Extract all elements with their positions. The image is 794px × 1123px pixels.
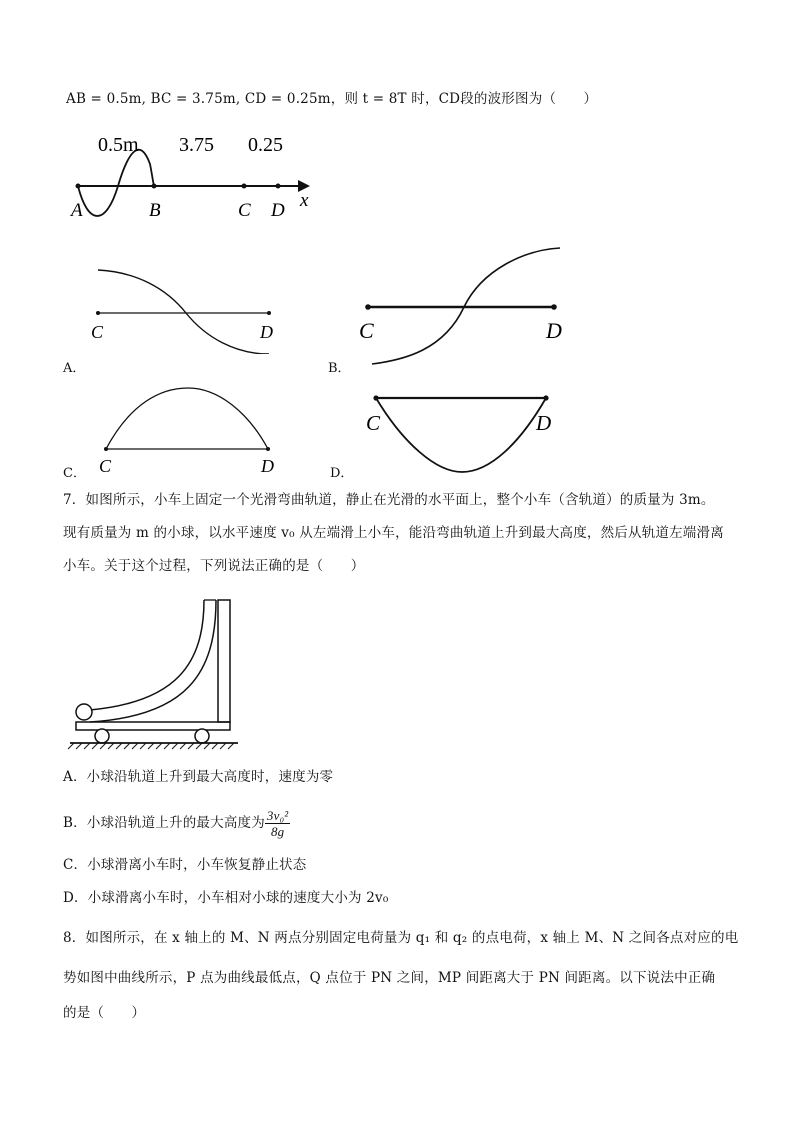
wave-curve — [376, 398, 546, 472]
point-a-dot — [76, 184, 81, 189]
label-a: A — [71, 200, 83, 221]
label-b: B — [149, 200, 161, 221]
q7-option-b-fraction — [265, 808, 291, 839]
q7-option-a: A．小球沿轨道上升到最大高度时，速度为零 — [63, 769, 334, 785]
option-b-figure — [354, 240, 574, 365]
cart-body — [76, 722, 230, 730]
label-c: C — [359, 318, 374, 343]
q7-option-c: C．小球滑离小车时，小车恢复静止状态 — [63, 857, 307, 873]
right-wheel — [195, 729, 209, 743]
wave-curve — [78, 150, 154, 216]
label-d: D — [546, 318, 562, 343]
label-c: C — [91, 322, 104, 342]
point-b-dot — [152, 184, 157, 189]
track-inner-curve — [90, 600, 216, 722]
option-a-label: A． — [63, 361, 86, 376]
option-a-figure — [86, 254, 286, 354]
q7-option-d: D．小球滑离小车时，小车相对小球的速度大小为 2v₀ — [63, 890, 389, 906]
point-d-dot — [551, 304, 557, 310]
option-c-figure — [90, 382, 290, 477]
point-c-dot — [96, 311, 100, 315]
q7-stem-line-2: 现有质量为 m 的小球，以水平速度 v₀ 从左端滑上小车，能沿弯曲轨道上升到最大高度，然后从轨道左端滑离 — [63, 525, 724, 541]
label-bc: 3.75 — [179, 134, 214, 156]
option-d-label: D． — [330, 466, 354, 481]
label-d: D — [271, 200, 285, 221]
q7-stem-line-1: 7．如图所示，小车上固定一个光滑弯曲轨道，静止在光滑的水平面上，整个小车（含轨道）的质量为 3m。 — [63, 492, 715, 508]
label-cd: 0.25 — [248, 134, 283, 156]
label-d: D — [260, 322, 273, 342]
option-d-figure — [358, 388, 568, 483]
point-d-dot — [267, 311, 271, 315]
cart-upright — [218, 600, 230, 722]
wave-figure — [60, 124, 320, 224]
label-c: C — [366, 411, 381, 435]
q7-option-b-text: B．小球沿轨道上升的最大高度为 — [63, 815, 265, 831]
fraction-denominator: 8g — [270, 823, 285, 839]
wave-curve — [98, 270, 269, 354]
label-d: D — [536, 411, 552, 435]
q8-stem-line-1: 8．如图所示，在 x 轴上的 M、N 两点分别固定电荷量为 q₁ 和 q₂ 的点电荷，x 轴上 M、N 之间各点对应的电 — [63, 930, 739, 946]
wave-curve — [106, 388, 268, 449]
point-d-dot — [276, 184, 281, 189]
q7-option-b — [63, 804, 290, 842]
q8-stem-line-3: 的是（ ） — [63, 1005, 146, 1021]
fraction-numerator: 3v₀² — [266, 807, 289, 823]
track-outer-curve — [90, 600, 204, 710]
option-b-label: B． — [328, 361, 351, 376]
q6-intro-text: AB = 0.5m, BC = 3.75m, CD = 0.25m，则 t = 8T 时，CD段的波形图为（ ） — [66, 91, 598, 107]
cart-track-figure — [66, 594, 246, 750]
point-c-dot — [242, 184, 247, 189]
label-x: x — [300, 190, 309, 211]
label-c: C — [238, 200, 251, 221]
ball — [76, 704, 92, 720]
label-c: C — [99, 456, 112, 476]
label-d: D — [261, 456, 274, 476]
left-wheel — [95, 729, 109, 743]
option-c-label: C． — [63, 466, 86, 481]
q7-stem-line-3: 小车。关于这个过程，下列说法正确的是（ ） — [63, 558, 365, 574]
label-ab: 0.5m — [98, 134, 139, 156]
point-c-dot — [365, 304, 371, 310]
ground-hatching — [68, 743, 234, 749]
q8-stem-line-2: 势如图中曲线所示，P 点为曲线最低点，Q 点位于 PN 之间，MP 间距离大于 PN 间距离。以下说法中正确 — [63, 970, 716, 986]
